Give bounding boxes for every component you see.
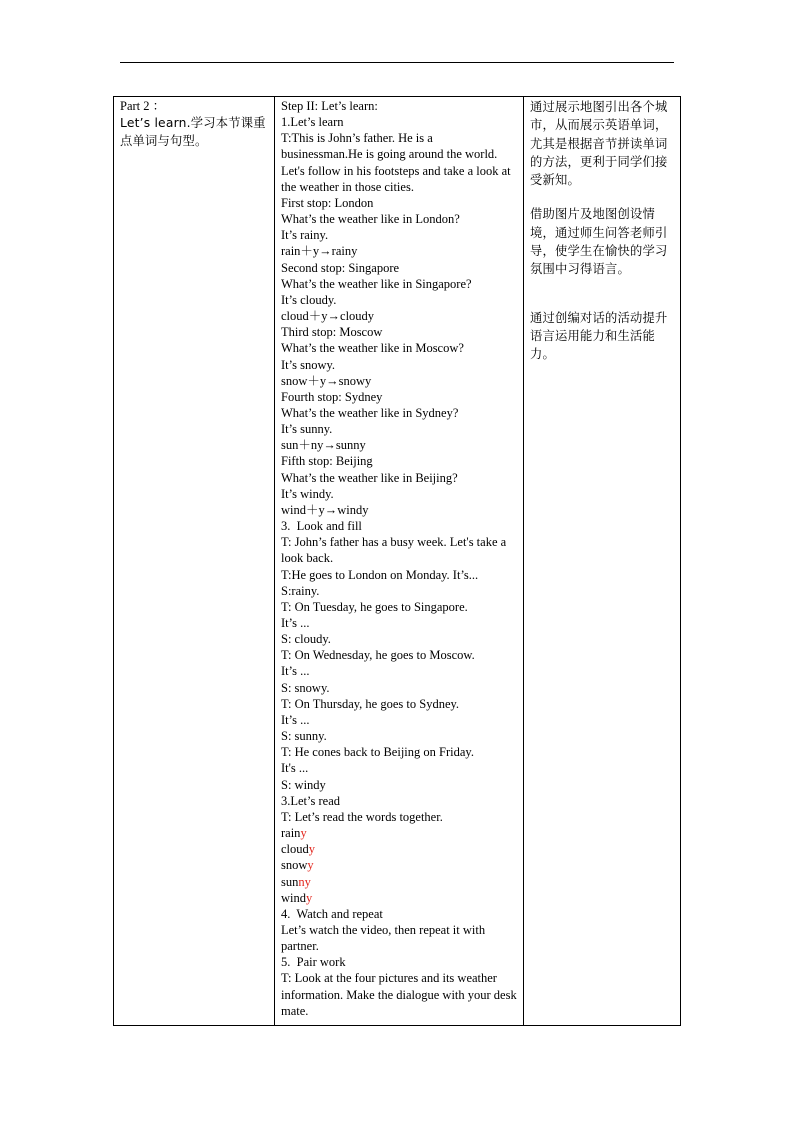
procedure-line: S: snowy.: [281, 680, 330, 695]
procedure-line: 1.Let’s learn: [281, 115, 344, 130]
purpose-cell: [524, 97, 681, 1026]
procedure-line: What’s the weather like in London?: [281, 212, 460, 227]
read-word: [281, 825, 517, 841]
procedure-line: T: On Wednesday, he goes to Moscow.: [281, 648, 475, 663]
procedure-line: S: cloudy.: [281, 632, 331, 647]
procedure-line: Third stop: Moscow: [281, 325, 383, 340]
procedure-line: S: windy: [281, 777, 326, 792]
part-description: Let’s learn.学习本节课重点单词与句型。: [120, 116, 266, 149]
procedure-line: It’s ...: [281, 616, 310, 630]
procedure-line: What’s the weather like in Moscow?: [281, 341, 464, 356]
procedure-line: It’s cloudy.: [281, 292, 337, 307]
procedure-line: It’s sunny.: [281, 422, 333, 437]
read-word-list: [281, 825, 517, 906]
procedure-line: 5. Pair work: [281, 955, 346, 970]
procedure-line: 3.Let’s read: [281, 793, 341, 808]
procedure-line: cloud＋y→cloudy: [281, 309, 375, 324]
procedure-line: T: He cones back to Beijing on Friday.: [281, 745, 474, 760]
procedure-line: sun＋ny→sunny: [281, 438, 366, 453]
header-rule: [120, 62, 674, 63]
read-word: [281, 857, 517, 873]
part-cell: [114, 97, 275, 1026]
procedure-line: It’s snowy.: [281, 357, 336, 372]
procedure-line: It’s rainy.: [281, 228, 329, 243]
read-word-base: cloud: [281, 842, 309, 857]
procedure-line: T: Let’s read the words together.: [281, 809, 443, 824]
procedure-lines: [281, 98, 517, 825]
procedure-line: Let’s watch the video, then repeat it with partner.: [281, 922, 489, 954]
procedure-line: It's ...: [281, 761, 309, 776]
procedure-line: 3. Look and fill: [281, 519, 362, 534]
procedure-line: What’s the weather like in Singapore?: [281, 276, 472, 291]
procedure-line: First stop: London: [281, 195, 374, 210]
read-word-suffix: y: [307, 858, 314, 873]
lesson-plan-table: [113, 96, 681, 1026]
procedure-line: 4. Watch and repeat: [281, 906, 383, 921]
procedure-line: What’s the weather like in Beijing?: [281, 470, 458, 485]
purpose-note: 通过展示地图引出各个城市，从而展示英语单词，尤其是根据音节拼读单词的方法，更利于同学们接受新知。: [530, 100, 668, 188]
procedure-lines-after: [281, 906, 520, 1019]
procedure-line: rain＋y→rainy: [281, 244, 358, 259]
procedure-line: S: sunny.: [281, 729, 327, 744]
read-word-suffix: y: [300, 826, 307, 841]
read-word: [281, 890, 517, 906]
read-word-base: rain: [281, 826, 301, 841]
procedure-line: T: On Thursday, he goes to Sydney.: [281, 696, 460, 711]
procedure-line: T: Look at the four pictures and its weather information. Make the dialogue with your desk mate.: [281, 971, 520, 1018]
read-word: [281, 841, 517, 857]
procedure-line: T: On Tuesday, he goes to Singapore.: [281, 599, 468, 614]
read-word-base: wind: [281, 890, 306, 905]
purpose-note: 借助图片及地图创设情境，通过师生问答老师引导，使学生在愉快的学习氛围中习得语言。: [530, 207, 668, 277]
procedure-line: It’s windy.: [281, 486, 334, 501]
procedure-line: What’s the weather like in Sydney?: [281, 405, 459, 420]
procedure-line: S:rainy.: [281, 583, 320, 598]
procedure-line: wind＋y→windy: [281, 502, 369, 517]
procedure-line: T:He goes to London on Monday. It’s...: [281, 567, 479, 582]
read-word: [281, 874, 517, 890]
part-title: Part 2 ：: [120, 99, 166, 113]
procedure-line: Fifth stop: Beijing: [281, 454, 373, 469]
procedure-cell: [275, 97, 524, 1026]
procedure-line: T:This is John’s father. He is a businessman.He is going around the world. Let's follow in his footsteps and take a look at the weather in those cities.: [281, 131, 514, 194]
procedure-line: It’s ...: [281, 664, 310, 679]
read-word-suffix: y: [308, 842, 316, 857]
procedure-line: Step II: Let’s learn:: [281, 99, 378, 113]
table-row: [114, 97, 681, 1026]
read-word-suffix: y: [306, 890, 313, 905]
purpose-note: 通过创编对话的活动提升语言运用能力和生活能力。: [530, 310, 668, 362]
procedure-line: It’s ...: [281, 712, 310, 727]
procedure-line: T: John’s father has a busy week. Let's take a look back.: [281, 535, 510, 566]
procedure-line: Fourth stop: Sydney: [281, 389, 383, 404]
procedure-line: Second stop: Singapore: [281, 260, 400, 275]
read-word-suffix: ny: [298, 874, 311, 889]
procedure-line: snow＋y→snowy: [281, 373, 372, 388]
read-word-base: snow: [281, 858, 308, 873]
read-word-base: sun: [281, 874, 299, 889]
